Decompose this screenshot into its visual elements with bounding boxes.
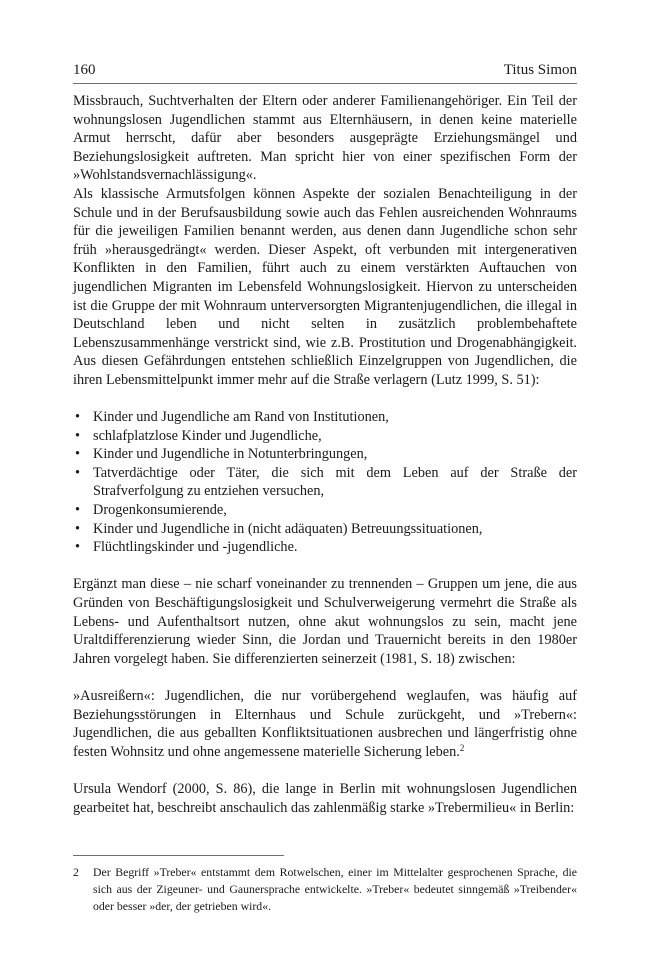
definition-paragraph	[73, 687, 577, 761]
bullet-icon: •	[75, 409, 81, 426]
paragraph: Ursula Wendorf (2000, S. 86), die lange in Berlin mit wohnungslosen Jugendlichen gearbeitet hat, beschreibt anschaulich das zahlenmäßig starke »Trebermilieu« in Berlin:	[73, 780, 577, 816]
bullet-icon: •	[75, 502, 81, 519]
list-item-text: Flüchtlingskinder und -jugendliche.	[93, 539, 298, 556]
list-item	[73, 427, 577, 446]
paragraph: Ergänzt man diese – nie scharf voneinander zu trennenden – Gruppen um jene, die aus Gründen von Beschäftigungslosigkeit und Schulverweigerung vermehrt die Straße als Lebens- und Aufenthaltsort nutzen, ohne akut wohnungslos zu sein, macht jene Uraltdifferenzierung wieder Sinn, die Jordan und Trauernicht bereits in den 1980er Jahren vorgelegt haben. Sie differenzierten seinerzeit (1981, S. 18) zwischen:	[73, 576, 577, 667]
list-item-text: Kinder und Jugendliche in Notunterbringungen,	[93, 446, 368, 463]
list-item	[73, 445, 577, 464]
footnote-reference: 2	[459, 742, 465, 753]
paragraph: Missbrauch, Suchtverhalten der Eltern oder anderer Familienangehöriger. Ein Teil der wohnungslosen Jugendlichen stammt aus Elternhäusern, in denen keine materielle Armut herrscht, dafür aber besonders ausgeprägte Erziehungsmängel und Beziehungslosigkeit auftreten. Man spricht hier von einer spezifischen Form der »Wohlstandsvernachlässigung«.	[73, 93, 577, 184]
footnote-number: 2	[73, 865, 79, 879]
list-item	[73, 520, 577, 539]
page-body	[73, 92, 577, 817]
running-title: Titus Simon	[503, 62, 577, 78]
bullet-icon: •	[75, 427, 81, 444]
page-number: 160	[73, 62, 96, 78]
bullet-list	[73, 408, 577, 557]
list-item	[73, 464, 577, 501]
header-rule	[73, 83, 577, 84]
bullet-icon: •	[75, 520, 81, 537]
footnote-rule	[73, 855, 284, 856]
footnote	[73, 864, 577, 915]
list-item	[73, 538, 577, 557]
definition-text: »Ausreißern«: Jugendlichen, die nur vorübergehend weglaufen, was häufig auf Beziehungsstörungen in Elternhaus und Schule zurückgeht, und »Trebern«: Jugendlichen, die aus geballten Konfliktsituationen ausbrechen und längerfristig ohne festen Wohnsitz und ohne angemessene materielle Sicherung leben.	[73, 688, 577, 760]
footnote-text: Der Begriff »Treber« entstammt dem Rotwelschen, einer im Mittelalter gesprochenen Sprache, die sich aus der Zigeuner- und Gaunersprache entwickelte. »Treber« bedeutet sinngemäß »Treibender« oder besser »der, der getrieben wird«.	[93, 865, 577, 913]
paragraph: Als klassische Armutsfolgen können Aspekte der sozialen Benachteiligung in der Schule und in der Berufsausbildung sowie auch das Fehlen ausreichenden Wohnraums für die jeweiligen Familien benannt werden, aus denen dann Jugendliche schon sehr früh »herausgedrängt« werden. Dieser Aspekt, oft verbunden mit intergenerativen Konflikten in den Familien, führt auch zu einem verstärkten Auftauchen von jugendlichen Migranten im Lebensfeld Wohnungslosigkeit. Hiervon zu unterscheiden ist die Gruppe der mit Wohnraum unterversorgten Migrantenjugendlichen, die illegal in Deutschland leben und nicht selten in zusätzlich problembehaftete Lebenszusammenhänge verstrickt sind, wie z.B. Prostitution und Drogenabhängigkeit. Aus diesen Gefährdungen entstehen schließlich Einzelgruppen von Jugendlichen, die ihren Lebensmittelpunkt immer mehr auf die Straße verlagern (Lutz 1999, S. 51):	[73, 185, 577, 388]
bullet-icon: •	[75, 446, 81, 463]
list-item-text: Kinder und Jugendliche am Rand von Institutionen,	[93, 409, 389, 426]
list-item	[73, 408, 577, 427]
page-header	[73, 61, 577, 79]
bullet-icon: •	[75, 464, 81, 481]
list-item	[73, 501, 577, 520]
list-item-text: Tatverdächtige oder Täter, die sich mit dem Leben auf der Straße der Strafverfolgung zu entziehen versuchen,	[93, 464, 577, 500]
list-item-text: schlafplatzlose Kinder und Jugendliche,	[93, 427, 322, 444]
list-item-text: Kinder und Jugendliche in (nicht adäquaten) Betreuungssituationen,	[93, 520, 483, 537]
list-item-text: Drogenkonsumierende,	[93, 502, 227, 519]
bullet-icon: •	[75, 539, 81, 556]
